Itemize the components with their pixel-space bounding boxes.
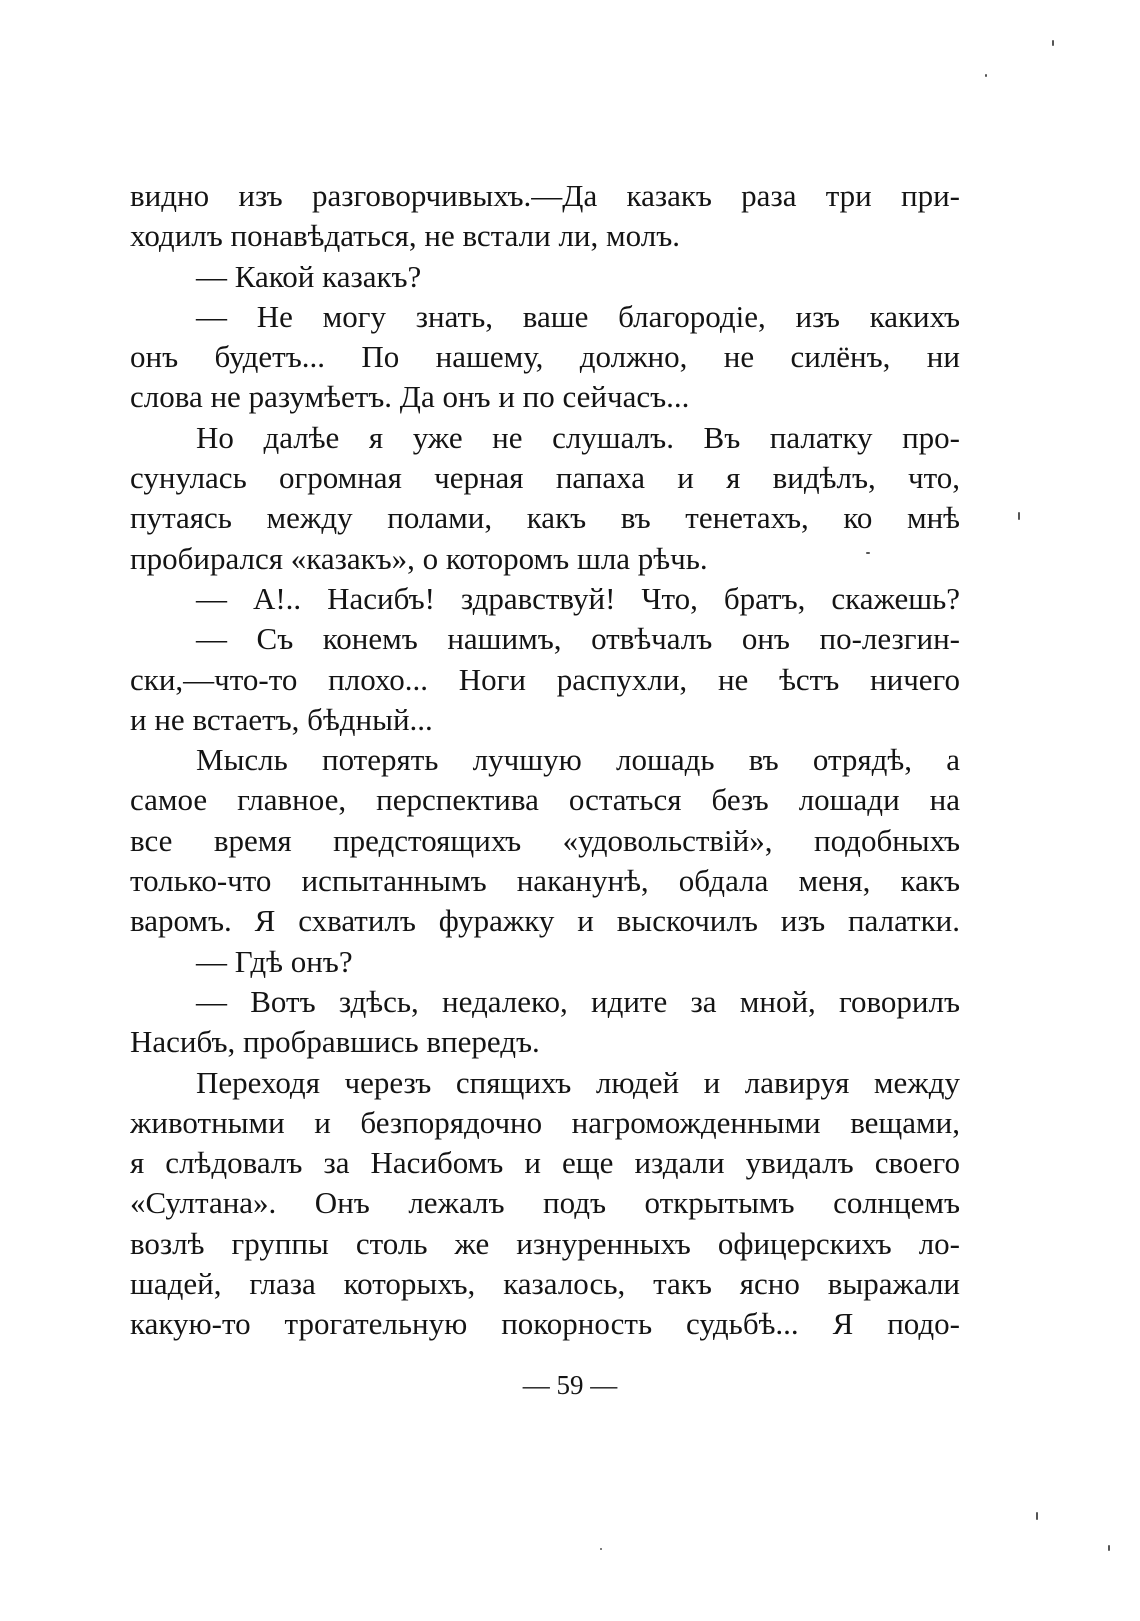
text-line: — А!.. Насибъ! здравствуй! Что, братъ, скажешь?	[196, 580, 960, 616]
text-line: «Султана». Онъ лежалъ подъ открытымъ солнцемъ	[130, 1185, 960, 1221]
text-line: только-что испытаннымъ наканунѣ, обдала меня, какъ	[130, 863, 960, 899]
text-line: Переходя черезъ спящихъ людей и лавируя между	[196, 1064, 960, 1100]
scan-speck	[985, 74, 987, 77]
scan-speck	[866, 552, 870, 554]
text-line: какую-то трогательную покорность судьбѣ... Я подо-	[130, 1306, 960, 1342]
text-line: — Какой казакъ?	[196, 258, 422, 294]
text-line: Мысль потерять лучшую лошадь въ отрядѣ, а	[196, 742, 960, 778]
text-line: слова не разумѣетъ. Да онъ и по сейчасъ...	[130, 379, 690, 415]
text-line: животными и безпорядочно нагроможденными вещами,	[130, 1104, 960, 1140]
text-line: и не встаетъ, бѣдный...	[130, 701, 433, 737]
text-line: путаясь между полами, какъ въ тенетахъ, ко мнѣ	[130, 500, 960, 536]
text-line: ски,—что-то плохо... Ноги распухли, не ѣстъ ничего	[130, 661, 960, 697]
text-line: — Вотъ здѣсь, недалеко, идите за мной, говорилъ	[196, 983, 960, 1019]
text-line: самое главное, перспектива остаться безъ лошади на	[130, 782, 960, 818]
text-line: ходилъ понавѣдаться, не встали ли, молъ.	[130, 218, 680, 254]
text-line: — Гдѣ онъ?	[196, 943, 353, 979]
text-line: варомъ. Я схватилъ фуражку и выскочилъ изъ палатки.	[130, 903, 960, 939]
text-line: я слѣдовалъ за Насибомъ и еще издали увидалъ своего	[130, 1145, 960, 1181]
text-line: сунулась огромная черная папаха и я видѣлъ, что,	[130, 460, 960, 496]
scan-speck	[600, 1548, 602, 1550]
page-number: — 59 —	[522, 1370, 618, 1400]
text-line: Но далѣе я уже не слушалъ. Въ палатку про-	[196, 419, 960, 455]
text-line: онъ будетъ... По нашему, должно, не силёнъ, ни	[130, 339, 960, 375]
text-line: все время предстоящихъ «удовольствій», подобныхъ	[130, 822, 960, 858]
scan-speck	[1036, 1512, 1038, 1520]
text-line: видно изъ разговорчивыхъ.—Да казакъ раза три при-	[130, 178, 960, 213]
text-line: пробирался «казакъ», о которомъ шла рѣчь.	[130, 540, 708, 576]
text-line: шадей, глаза которыхъ, казалось, такъ ясно выражали	[130, 1266, 960, 1302]
text-line: возлѣ группы столь же изнуренныхъ офицерскихъ ло-	[130, 1225, 960, 1261]
text-line: — Не могу знать, ваше благородіе, изъ какихъ	[196, 298, 960, 334]
scan-speck	[1018, 512, 1020, 520]
body-text	[130, 176, 960, 1345]
scan-speck	[1052, 40, 1054, 46]
scan-speck	[1108, 1545, 1110, 1551]
text-line: Насибъ, пробравшись впередъ.	[130, 1024, 540, 1060]
text-line: — Съ конемъ нашимъ, отвѣчалъ онъ по-лезгин-	[196, 621, 960, 657]
